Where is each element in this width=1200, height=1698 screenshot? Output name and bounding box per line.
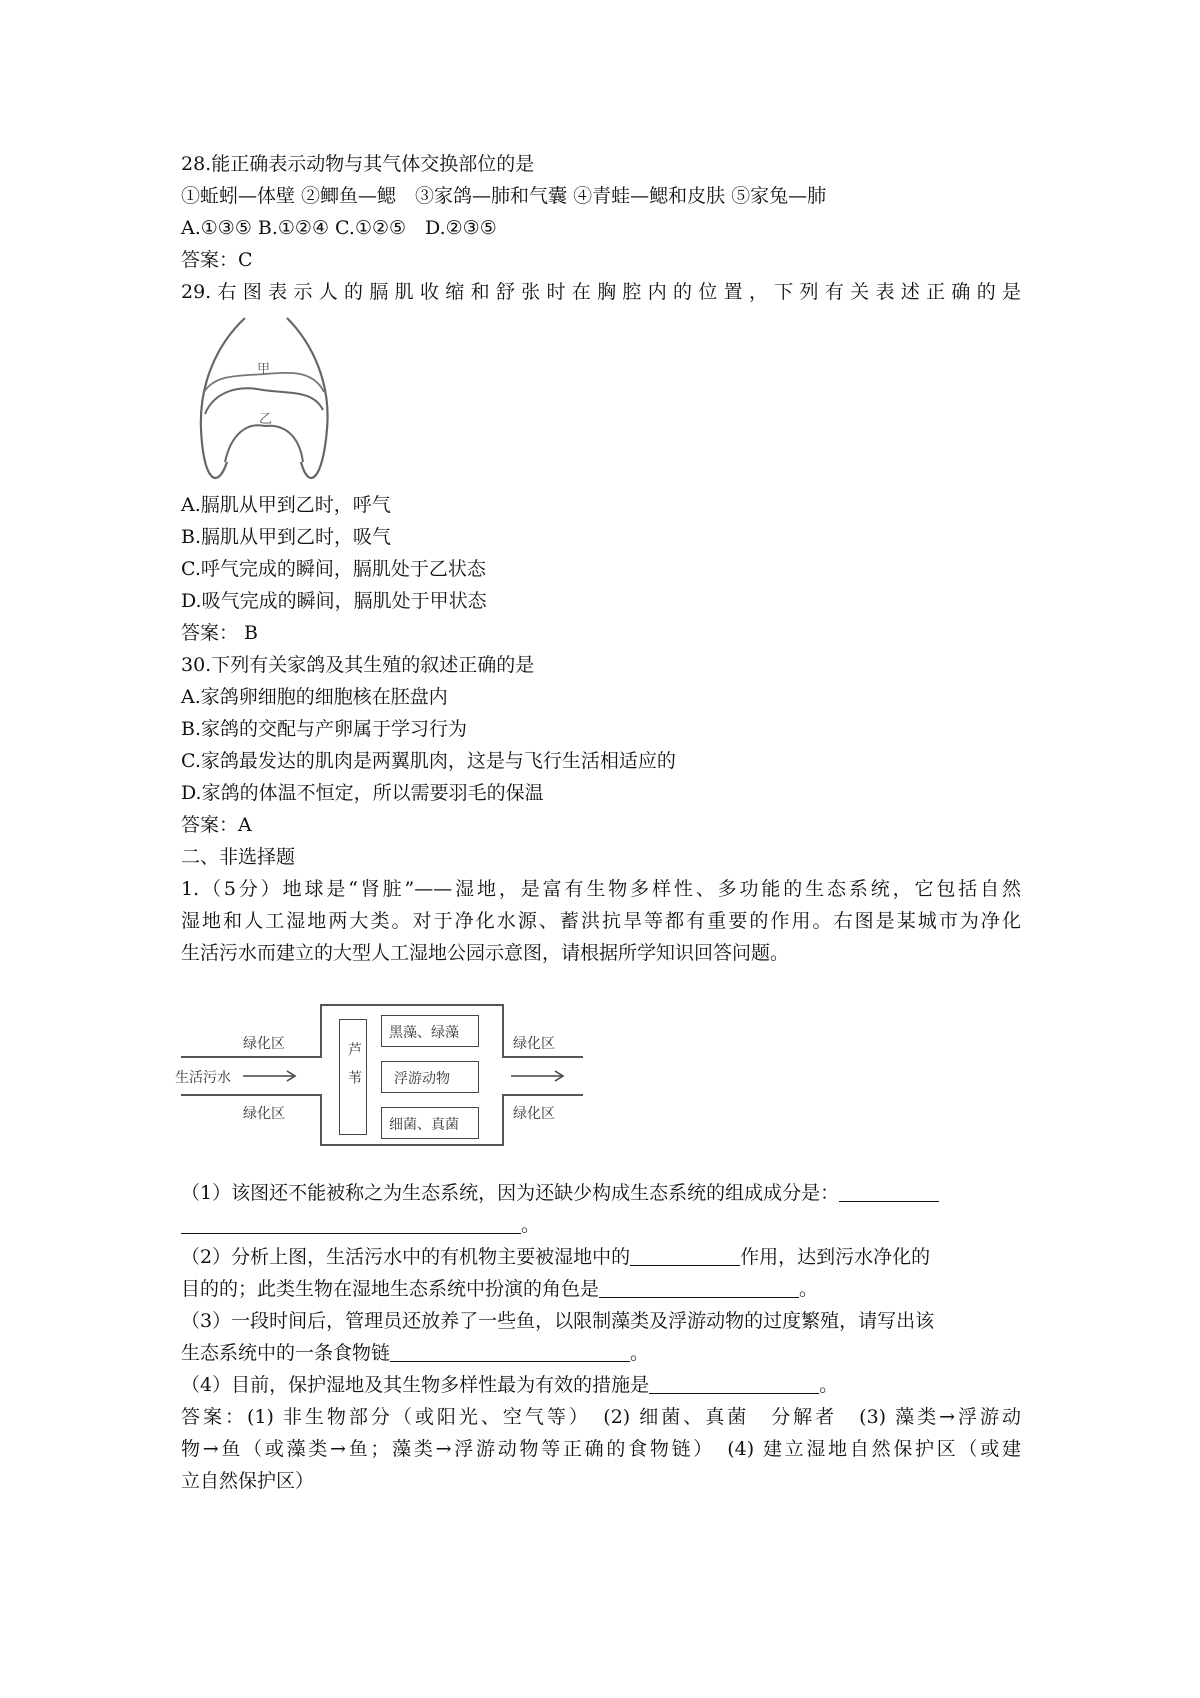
reed-box — [339, 1019, 367, 1135]
q29-stem: 29.右图表示人的膈肌收缩和舒张时在胸腔内的位置，下列有关表述正确的是 — [181, 281, 1021, 303]
q1-sub2-end: 。 — [799, 1278, 819, 1300]
answer-blank-3[interactable] — [390, 1341, 630, 1362]
q29-option-b: B.膈肌从甲到乙时，吸气 — [181, 526, 392, 548]
wetland-diagram — [175, 975, 621, 1165]
q1-sub2-text-b: 作用，达到污水净化的 — [740, 1246, 931, 1268]
q1-sub4-end: 。 — [819, 1374, 839, 1396]
answer-blank-1b[interactable] — [181, 1213, 521, 1234]
q28-options: A.①③⑤ B.①②④ C.①②⑤ D.②③⑤ — [181, 217, 497, 239]
q28-answer: 答案：C — [181, 249, 253, 271]
q1-sub3-text-b: 生态系统中的一条食物链 — [181, 1342, 391, 1364]
q1-sub3: （3）一段时间后，管理员还放养了一些鱼，以限制藻类及浮游动物的过度繁殖，请写出该 — [181, 1310, 935, 1332]
algae-label: 黑藻、绿藻 — [389, 1025, 459, 1041]
green-zone-bottom-right: 绿化区 — [513, 1106, 555, 1122]
answer-blank-2a[interactable] — [630, 1245, 740, 1266]
microbe-box — [381, 1107, 479, 1139]
question-28 — [181, 148, 1021, 276]
label-yi: 乙 — [259, 412, 273, 427]
q30-option-b: B.家鸽的交配与产卵属于学习行为 — [181, 718, 468, 740]
microbe-label: 细菌、真菌 — [389, 1117, 459, 1133]
q1-sub1 — [181, 1177, 1021, 1209]
q29-option-c: C.呼气完成的瞬间，膈肌处于乙状态 — [181, 558, 486, 580]
label-jia: 甲 — [257, 362, 271, 377]
inlet-label: 生活污水 — [175, 1070, 231, 1086]
q30-option-c: C.家鸽最发达的肌肉是两翼肌肉，这是与飞行生活相适应的 — [181, 750, 676, 772]
question-29 — [181, 276, 1021, 649]
q30-option-d: D.家鸽的体温不恒定，所以需要羽毛的保温 — [181, 782, 544, 804]
reed-label: 芦苇 — [346, 1042, 362, 1098]
q1-answer-line-2: 物→鱼（或藻类→鱼；藻类→浮游动物等正确的食物链） (4) 建立湿地自然保护区（或建 — [181, 1438, 1021, 1460]
q29-option-a: A.膈肌从甲到乙时，呼气 — [181, 494, 391, 516]
q30-stem: 30.下列有关家鸽及其生殖的叙述正确的是 — [181, 654, 535, 676]
question-1 — [175, 873, 1021, 1497]
diaphragm-drawing — [195, 314, 335, 489]
answer-blank-2b[interactable] — [599, 1277, 799, 1298]
zooplankton-label: 浮游动物 — [394, 1071, 450, 1087]
q1-sub4 — [181, 1369, 1021, 1401]
q1-sub2-cont — [181, 1273, 1021, 1305]
q30-option-a: A.家鸽卵细胞的细胞核在胚盘内 — [181, 686, 448, 708]
question-30 — [181, 649, 1021, 841]
q1-answer-line-3: 立自然保护区） — [181, 1470, 315, 1492]
q1-stem-line-2: 湿地和人工湿地两大类。对于净化水源、蓄洪抗旱等都有重要的作用。右图是某城市为净化 — [181, 910, 1021, 932]
document-page — [175, 148, 1021, 1497]
q1-sub2-text-a: （2）分析上图，生活污水中的有机物主要被湿地中的 — [181, 1246, 631, 1268]
q30-answer: 答案：A — [181, 814, 252, 836]
q29-answer: 答案： B — [181, 622, 259, 644]
green-zone-top-left: 绿化区 — [243, 1036, 285, 1052]
zooplankton-box — [381, 1061, 479, 1093]
q1-sub3-cont — [181, 1337, 1021, 1369]
q1-stem-line-3: 生活污水而建立的大型人工湿地公园示意图，请根据所学知识回答问题。 — [181, 942, 790, 964]
algae-box — [381, 1015, 479, 1047]
answer-blank-4[interactable] — [649, 1373, 819, 1394]
q1-sub4-text: （4）目前，保护湿地及其生物多样性最为有效的措施是 — [181, 1374, 650, 1396]
q1-answer-line-1: 答案：(1) 非生物部分（或阳光、空气等） (2) 细菌、真菌 分解者 (3) 藻类→浮游动 — [181, 1406, 1021, 1428]
q1-sub1-cont — [181, 1209, 1021, 1241]
green-zone-bottom-left: 绿化区 — [243, 1106, 285, 1122]
diaphragm-figure — [195, 314, 335, 489]
q1-sub3-end: 。 — [630, 1342, 650, 1364]
answer-blank-1a[interactable] — [839, 1181, 939, 1202]
q1-sub2 — [181, 1241, 1021, 1273]
q1-stem-line-1: 1.（5分）地球是“肾脏”——湿地，是富有生物多样性、多功能的生态系统，它包括自然 — [181, 878, 1021, 900]
q29-option-d: D.吸气完成的瞬间，膈肌处于甲状态 — [181, 590, 487, 612]
q1-sub2-text-c: 目的的；此类生物在湿地生态系统中扮演的角色是 — [181, 1278, 600, 1300]
q1-sub1-end: 。 — [521, 1214, 541, 1236]
q28-stem: 28.能正确表示动物与其气体交换部位的是 — [181, 153, 535, 175]
q1-sub1-text: （1）该图还不能被称之为生态系统，因为还缺少构成生态系统的组成成分是： — [181, 1182, 840, 1204]
q28-items: ①蚯蚓—体壁 ②鲫鱼—鳃 ③家鸽—肺和气囊 ④青蛙—鳃和皮肤 ⑤家兔—肺 — [181, 185, 827, 207]
section-heading: 二、非选择题 — [181, 846, 296, 868]
green-zone-top-right: 绿化区 — [513, 1036, 555, 1052]
